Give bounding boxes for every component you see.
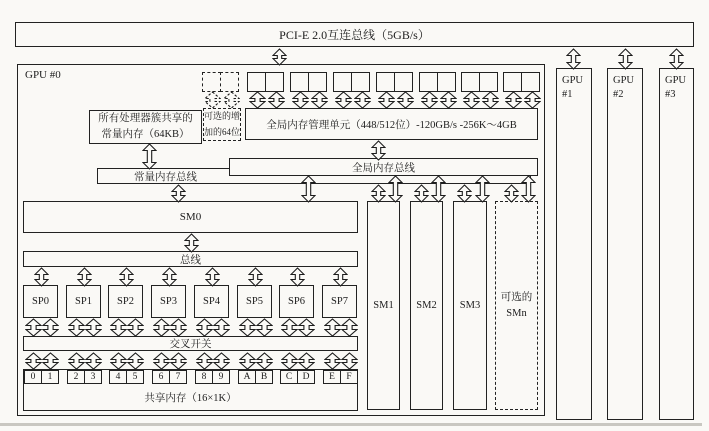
sp-label: SP3 — [160, 296, 177, 307]
double-arrow-icon — [170, 352, 187, 370]
double-arrow-icon — [524, 91, 541, 109]
double-arrow-icon — [268, 91, 285, 109]
memory-port-pair — [333, 72, 370, 92]
crossbar-label: 交叉开关 — [169, 339, 212, 350]
memory-port — [351, 72, 370, 92]
gpu2-label-line1: GPU — [613, 75, 635, 86]
double-arrow-icon — [482, 91, 499, 109]
double-arrow-icon — [290, 267, 305, 287]
double-arrow-icon — [248, 267, 263, 287]
optional-64bit-line1: 可选的增 — [204, 111, 241, 122]
memory-port-pair-optional — [202, 72, 239, 92]
memory-port — [419, 72, 438, 92]
double-arrow-icon — [475, 175, 490, 203]
double-arrow-icon — [249, 91, 266, 109]
sm0-box — [23, 201, 358, 233]
double-arrow-icon — [311, 91, 328, 109]
sm1-box — [367, 201, 400, 410]
double-arrow-icon — [127, 352, 144, 370]
memory-port — [479, 72, 498, 92]
internal-bus-box — [23, 251, 358, 267]
double-arrow-icon — [669, 48, 684, 70]
sp-label: SP5 — [246, 296, 263, 307]
bank-cell: F — [340, 370, 358, 384]
double-arrow-icon — [184, 233, 199, 253]
double-arrow-icon — [77, 267, 92, 287]
memory-port — [202, 72, 221, 92]
double-arrow-icon — [292, 91, 309, 109]
gpu3-box — [659, 68, 694, 420]
bank-cell: E — [323, 370, 341, 384]
double-arrow-icon — [223, 91, 240, 109]
double-arrow-icon — [110, 318, 127, 337]
gpu2-label-line2: #2 — [613, 88, 624, 100]
double-arrow-icon — [25, 318, 42, 337]
bank-cell: D — [297, 370, 315, 384]
sp-box — [151, 285, 186, 318]
bank-cell: 9 — [212, 370, 230, 384]
double-arrow-icon — [378, 91, 395, 109]
pcie-bus-box — [15, 22, 694, 47]
double-arrow-icon — [256, 318, 273, 337]
double-arrow-icon — [25, 352, 42, 370]
crossbar-box — [23, 336, 358, 351]
gpu3-label-line1: GPU — [665, 75, 687, 86]
double-arrow-icon — [170, 318, 187, 337]
double-arrow-icon — [256, 352, 273, 370]
sp-box — [66, 285, 101, 318]
gpu1-label-line2: #1 — [562, 88, 573, 100]
double-arrow-icon — [213, 352, 230, 370]
double-arrow-icon — [388, 175, 403, 203]
bank-pair — [238, 370, 273, 384]
memory-port-pair — [461, 72, 498, 92]
double-arrow-icon — [333, 267, 348, 287]
memory-port — [247, 72, 266, 92]
gpu1-label-line1: GPU — [562, 75, 584, 86]
sp-box — [322, 285, 357, 318]
double-arrow-icon — [119, 267, 134, 287]
sp-label: SP1 — [75, 296, 92, 307]
bank-cell: 4 — [109, 370, 127, 384]
memory-port — [437, 72, 456, 92]
double-arrow-icon — [421, 91, 438, 109]
bank-pair — [67, 370, 102, 384]
double-arrow-icon — [618, 48, 633, 70]
smn-label-line1: 可选的 — [500, 291, 533, 303]
double-arrow-icon — [68, 318, 85, 337]
double-arrow-icon — [521, 175, 536, 203]
double-arrow-icon — [371, 184, 386, 203]
memory-port — [521, 72, 540, 92]
double-arrow-icon — [298, 352, 315, 370]
bank-cell: A — [238, 370, 256, 384]
sp-label: SP7 — [331, 296, 348, 307]
double-arrow-icon — [42, 352, 59, 370]
double-arrow-icon — [505, 91, 522, 109]
bank-pair — [24, 370, 59, 384]
memory-port — [308, 72, 327, 92]
double-arrow-icon — [68, 352, 85, 370]
sm2-label: SM2 — [416, 300, 437, 311]
bank-pair — [280, 370, 315, 384]
sm0-label: SM0 — [179, 211, 202, 223]
global-mmu-box — [245, 108, 538, 140]
bank-cell: 0 — [24, 370, 42, 384]
memory-port — [290, 72, 309, 92]
double-arrow-icon — [335, 91, 352, 109]
internal-bus-label: 总线 — [180, 254, 201, 266]
double-arrow-icon — [281, 318, 298, 337]
constant-memory-line1: 所有处理器簇共享的 — [98, 113, 193, 125]
double-arrow-icon — [440, 91, 457, 109]
memory-port — [333, 72, 352, 92]
double-arrow-icon — [354, 91, 371, 109]
double-arrow-icon — [463, 91, 480, 109]
smn-label-line2: SMn — [506, 307, 527, 319]
optional-64bit-line2: 加的64位 — [204, 126, 241, 137]
gpu0-label: GPU #0 — [25, 69, 61, 81]
sp-box — [237, 285, 272, 318]
double-arrow-icon — [153, 318, 170, 337]
sm1-label: SM1 — [373, 300, 394, 311]
double-arrow-icon — [298, 318, 315, 337]
pcie-bus-label: PCI-E 2.0互连总线（5GB/s） — [279, 28, 430, 42]
bank-cell: 2 — [67, 370, 85, 384]
sp-label: SP0 — [32, 296, 49, 307]
optional-64bit-box — [203, 108, 241, 141]
double-arrow-icon — [431, 175, 446, 203]
memory-port — [394, 72, 413, 92]
double-arrow-icon — [281, 352, 298, 370]
double-arrow-icon — [566, 48, 581, 70]
gpu1-box — [556, 68, 592, 420]
sp-box — [194, 285, 229, 318]
double-arrow-icon — [85, 318, 102, 337]
double-arrow-icon — [85, 352, 102, 370]
bank-cell: 6 — [152, 370, 170, 384]
bank-cell: 3 — [84, 370, 102, 384]
double-arrow-icon — [239, 352, 256, 370]
bank-cell: 5 — [126, 370, 144, 384]
double-arrow-icon — [341, 318, 358, 337]
bank-pair — [323, 370, 358, 384]
double-arrow-icon — [272, 48, 287, 66]
double-arrow-icon — [239, 318, 256, 337]
bank-pair — [109, 370, 144, 384]
bank-cell: 7 — [169, 370, 187, 384]
double-arrow-icon — [162, 267, 177, 287]
double-arrow-icon — [414, 184, 429, 203]
constant-memory-box — [89, 110, 202, 144]
shared-memory-box — [23, 369, 358, 411]
double-arrow-icon — [34, 267, 49, 287]
memory-port-pair — [503, 72, 540, 92]
memory-port — [220, 72, 239, 92]
bank-pair — [195, 370, 230, 384]
double-arrow-icon — [213, 318, 230, 337]
double-arrow-icon — [196, 318, 213, 337]
double-arrow-icon — [127, 318, 144, 337]
constant-memory-bus-label: 常量内存总线 — [134, 171, 197, 183]
bank-cell: 8 — [195, 370, 213, 384]
memory-port — [376, 72, 395, 92]
bank-pair — [152, 370, 187, 384]
sp-label: SP2 — [117, 296, 134, 307]
constant-memory-line2: 常量内存（64KB） — [101, 129, 190, 140]
bank-cell: C — [280, 370, 298, 384]
memory-port-pair — [376, 72, 413, 92]
double-arrow-icon — [153, 352, 170, 370]
sm3-label: SM3 — [459, 300, 481, 311]
sm2-box — [410, 201, 443, 410]
bank-cell: B — [255, 370, 273, 384]
gpu3-label-line2: #3 — [665, 88, 676, 100]
memory-port-pair — [419, 72, 456, 92]
double-arrow-icon — [301, 175, 316, 203]
double-arrow-icon — [142, 143, 157, 170]
page-edge-line — [0, 423, 702, 426]
sp-box — [108, 285, 143, 318]
memory-port-pair — [247, 72, 284, 92]
smn-optional-box — [495, 201, 538, 410]
global-memory-bus-label: 全局内存总线 — [352, 162, 415, 174]
double-arrow-icon — [42, 318, 59, 337]
double-arrow-icon — [457, 184, 472, 203]
double-arrow-icon — [504, 184, 519, 203]
double-arrow-icon — [110, 352, 127, 370]
bank-cell: 1 — [41, 370, 59, 384]
double-arrow-icon — [204, 91, 221, 109]
double-arrow-icon — [371, 140, 386, 161]
memory-port-pair — [290, 72, 327, 92]
double-arrow-icon — [171, 184, 186, 203]
sm3-box — [453, 201, 487, 410]
sp-box — [23, 285, 58, 318]
double-arrow-icon — [324, 352, 341, 370]
double-arrow-icon — [205, 267, 220, 287]
double-arrow-icon — [341, 352, 358, 370]
memory-port — [503, 72, 522, 92]
sp-label: SP4 — [203, 296, 220, 307]
sp-label: SP6 — [288, 296, 305, 307]
double-arrow-icon — [196, 352, 213, 370]
double-arrow-icon — [324, 318, 341, 337]
sp-box — [279, 285, 314, 318]
gpu2-box — [607, 68, 643, 420]
memory-port — [265, 72, 284, 92]
shared-memory-label: 共享内存（16×1K） — [144, 392, 237, 404]
global-mmu-label: 全局内存管理单元（448/512位）-120GB/s -256K～4GB — [266, 119, 517, 131]
double-arrow-icon — [397, 91, 414, 109]
memory-port — [461, 72, 480, 92]
